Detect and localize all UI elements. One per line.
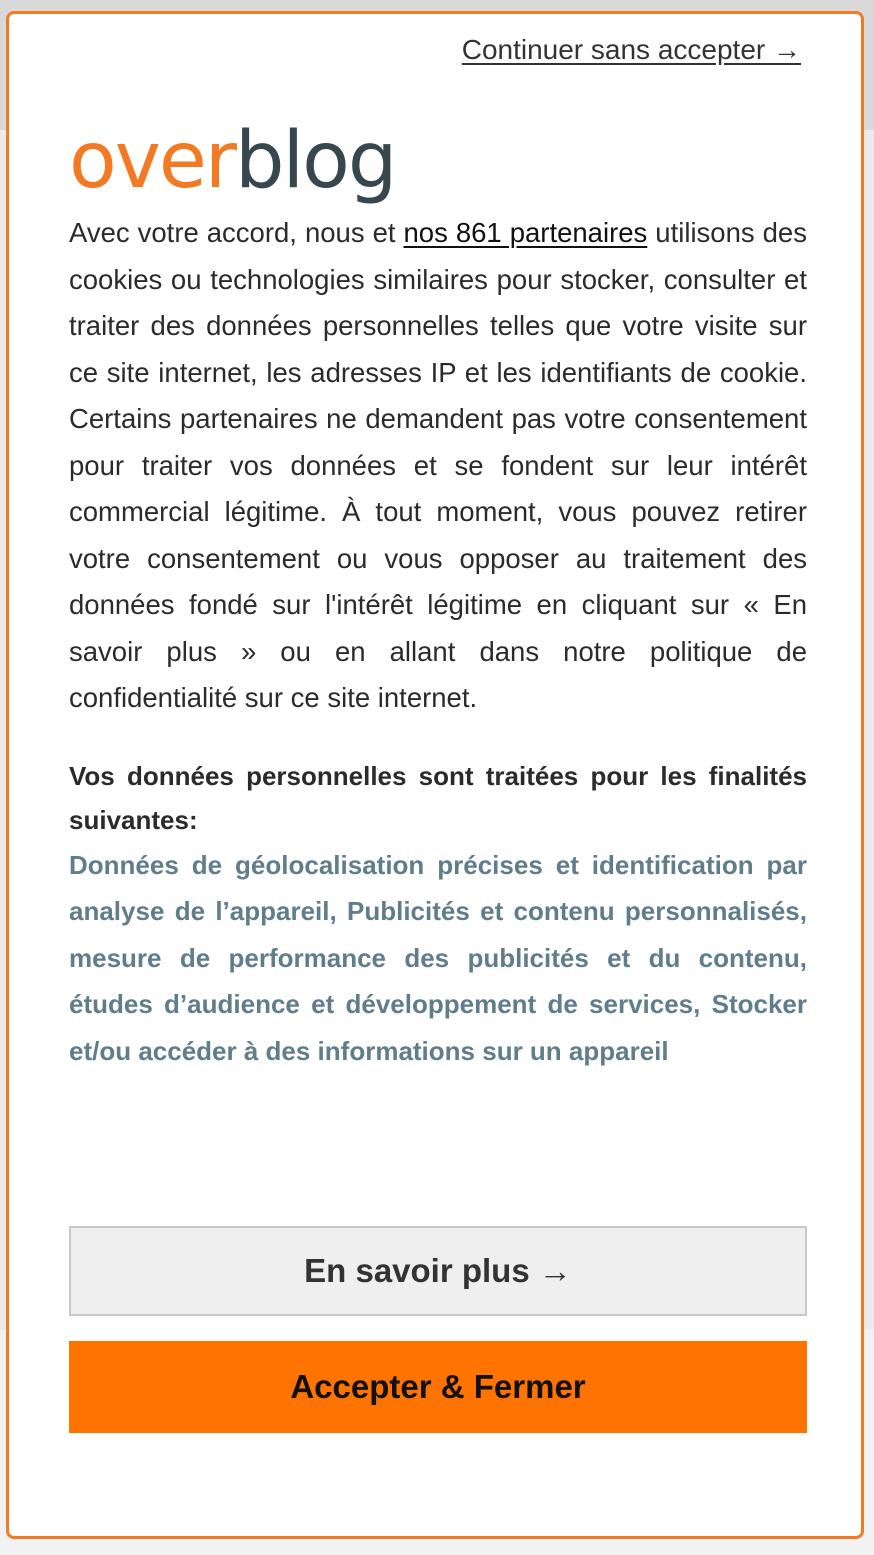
consent-dialog — [6, 11, 864, 1539]
partners-link[interactable]: nos 861 partenaires — [403, 217, 648, 248]
learn-more-button[interactable]: En savoir plus → — [69, 1226, 807, 1316]
consent-intro-text — [69, 210, 807, 722]
logo-part-over: over — [69, 116, 235, 206]
intro-text-rest: utilisons des cookies ou technologies similaires pour stocker, consulter et traiter des données personnelles telles que votre visite sur ce site internet, les adresses IP et les identifiants de cookie. Certains partenaires ne demandent pas votre consentement pour traiter vos données et se fondent sur leur intérêt commercial légitime. À tout moment, vous pouvez retirer votre consentement ou vous opposer au traitement des données fondé sur l'intérêt légitime en cliquant sur « En savoir plus » ou en allant dans notre politique de confidentialité sur ce site internet. — [69, 217, 807, 713]
continue-without-accepting-link[interactable]: Continuer sans accepter → — [461, 34, 801, 65]
overblog-logo — [69, 106, 395, 216]
consent-content — [69, 210, 807, 1074]
accept-and-close-button[interactable]: Accepter & Fermer — [69, 1341, 807, 1433]
purposes-list: Données de géolocalisation précises et identification par analyse de l’appareil, Publicités et contenu personnalisés, mesure de performance des publicités et du contenu, études d’audience et développement de services, Stocker et/ou accéder à des informations sur un appareil — [69, 849, 807, 1066]
logo-part-blog: blog — [234, 116, 396, 206]
purposes-heading: Vos données personnelles sont traitées pour les finalités suivantes: — [69, 760, 807, 835]
intro-text-start: Avec votre accord, nous et — [69, 217, 404, 248]
